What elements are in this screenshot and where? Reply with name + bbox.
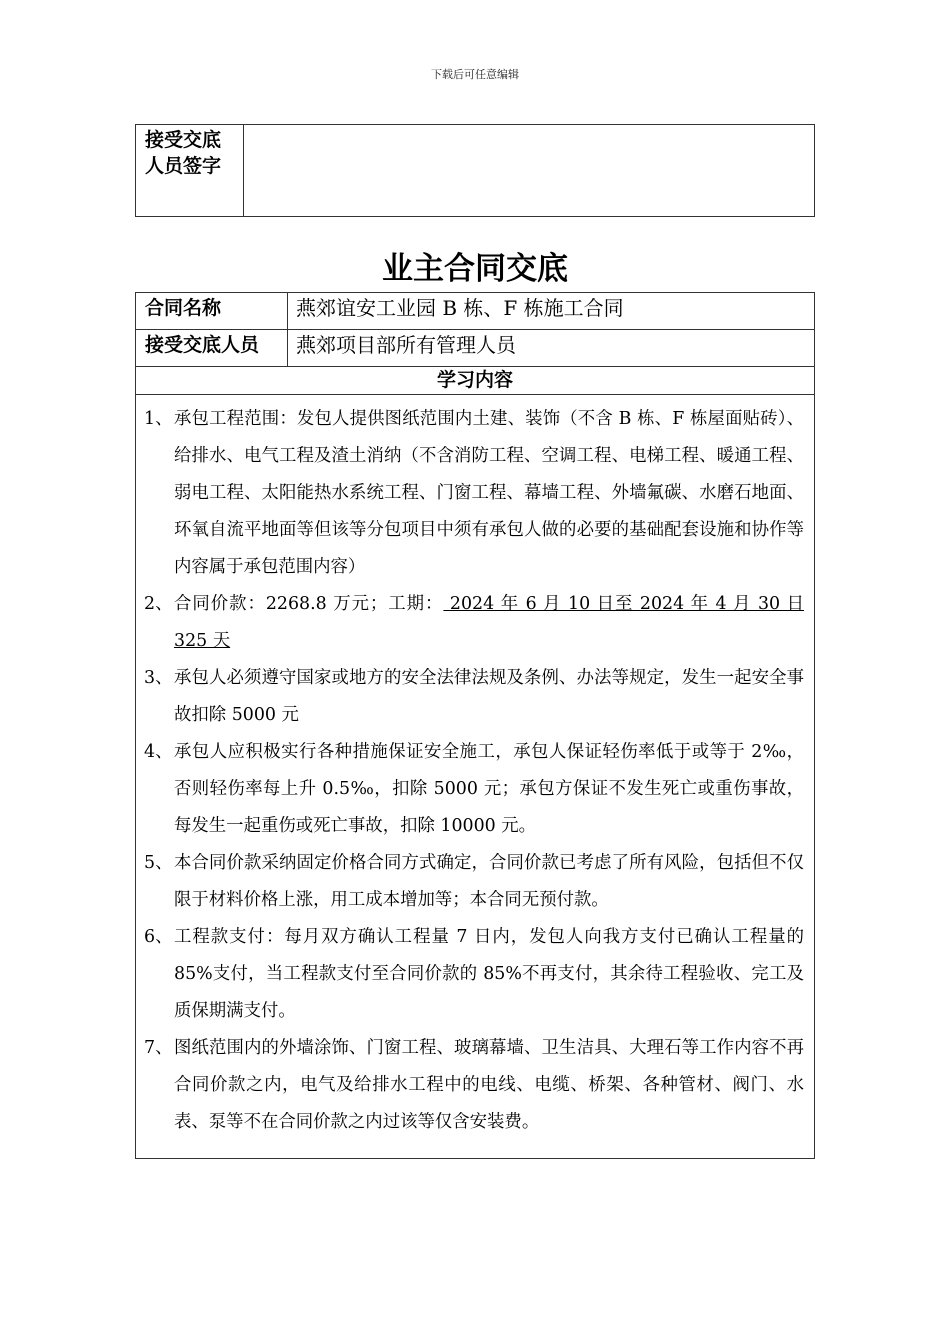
content-list <box>144 401 804 1141</box>
content-cell <box>136 395 815 1159</box>
list-item <box>144 660 804 734</box>
content-row <box>136 395 815 1159</box>
item-number: 4、 <box>144 742 173 762</box>
item-number: 1、 <box>144 409 173 429</box>
item-text: 承包工程范围：发包人提供图纸范围内土建、装饰（不含 B 栋、F 栋屋面贴砖）、给排水、电气工程及渣土消纳（不含消防工程、空调工程、电梯工程、暖通工程、弱电工程、太阳能热水系统工程、门窗工程、幕墙工程、外墙氟碳、水磨石地面、环氧自流平地面等但该等分包项目中须有承包人做的必要的基础配套设施和协作等内容属于承包范围内容） <box>174 409 804 577</box>
item-number: 6、 <box>144 927 173 947</box>
list-item <box>144 734 804 845</box>
item-text: 承包人必须遵守国家或地方的安全法律法规及条例、办法等规定，发生一起安全事故扣除 5000 元 <box>174 668 804 725</box>
recipients-label: 接受交底人员 <box>136 330 288 367</box>
signature-label-line2: 人员签字 <box>145 155 222 177</box>
item-number: 7、 <box>144 1038 173 1058</box>
item-text: 合同价款：2268.8 万元；工期： <box>174 594 444 614</box>
document-title: 业主合同交底 <box>382 251 568 287</box>
contract-name-row <box>136 293 815 330</box>
signature-label-cell <box>136 125 244 217</box>
signature-table <box>135 124 815 217</box>
contract-name-value: 燕郊谊安工业园 B 栋、F 栋施工合同 <box>288 293 815 330</box>
recipients-value: 燕郊项目部所有管理人员 <box>288 330 815 367</box>
list-item <box>144 1030 804 1141</box>
item-number: 5、 <box>144 853 173 873</box>
signature-label-line1: 接受交底 <box>145 129 222 151</box>
list-item <box>144 586 804 660</box>
signature-field[interactable] <box>244 125 815 217</box>
content-heading: 学习内容 <box>136 367 815 395</box>
item-text: 图纸范围内的外墙涂饰、门窗工程、玻璃幕墙、卫生洁具、大理石等工作内容不再合同价款之内，电气及给排水工程中的电线、电缆、桥架、各种管材、阀门、水表、泵等不在合同价款之内过该等仅含安装费。 <box>174 1038 804 1132</box>
page-header-note: 下载后可任意编辑 <box>431 68 519 81</box>
content-heading-row <box>136 367 815 395</box>
list-item <box>144 845 804 919</box>
item-text: 工程款支付：每月双方确认工程量 7 日内，发包人向我方支付已确认工程量的 85%支付，当工程款支付至合同价款的 85%不再支付，其余待工程验收、完工及质保期满支付。 <box>174 927 804 1021</box>
construction-period-text: 2024 年 6 月 10 日至 2024 年 4 月 30 日 325 天 <box>174 594 804 651</box>
contract-name-label: 合同名称 <box>136 293 288 330</box>
list-item <box>144 401 804 586</box>
recipients-row <box>136 330 815 367</box>
item-text: 承包人应积极实行各种措施保证安全施工，承包人保证轻伤率低于或等于 2‰，否则轻伤率每上升 0.5‰，扣除 5000 元；承包方保证不发生死亡或重伤事故，每发生一起重伤或死亡事故，扣除 10000 元。 <box>174 742 804 836</box>
item-text: 本合同价款采纳固定价格合同方式确定，合同价款已考虑了所有风险，包括但不仅限于材料价格上涨，用工成本增加等；本合同无预付款。 <box>174 853 804 910</box>
item-number: 3、 <box>144 668 173 688</box>
item-number: 2、 <box>144 594 173 614</box>
list-item <box>144 919 804 1030</box>
contract-table <box>135 292 815 1159</box>
